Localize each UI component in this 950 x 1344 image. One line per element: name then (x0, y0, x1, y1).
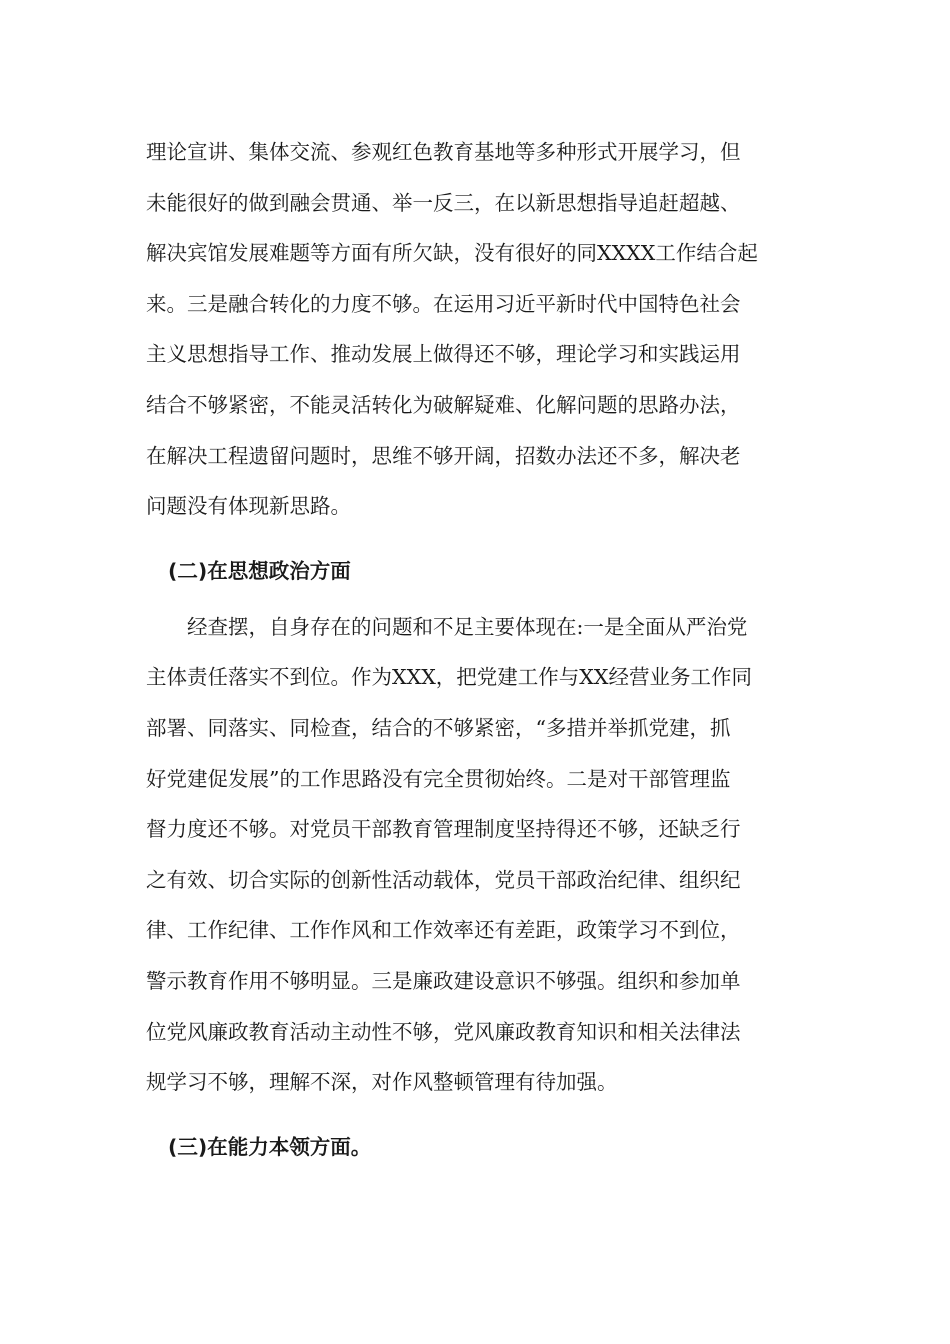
paragraph-line: 规学习不够，理解不深，对作风整顿管理有待加强。 (146, 1070, 618, 1095)
paragraph-line: 之有效、切合实际的创新性活动载体，党员干部政治纪律、组织纪 (146, 867, 741, 892)
paragraph-line: 问题没有体现新思路。 (146, 494, 351, 519)
paragraph-line: 理论宣讲、集体交流、参观红色教育基地等多种形式开展学习，但 (146, 140, 741, 164)
paragraph-line: 来。三是融合转化的力度不够。在运用习近平新时代中国特色社会 (146, 291, 741, 316)
paragraph-line: 结合不够紧密，不能灵活转化为破解疑难、化解问题的思路办法， (146, 392, 741, 417)
paragraph-line: 督力度还不够。对党员干部教育管理制度坚持得还不够，还缺乏行 (146, 817, 741, 842)
paragraph-line: 位党风廉政教育活动主动性不够，党风廉政教育知识和相关法律法 (146, 1019, 741, 1044)
paragraph-ideology-politics (146, 602, 806, 1108)
paragraph-line: 解决宾馆发展难题等方面有所欠缺，没有很好的同XXXX工作结合起 (146, 241, 758, 266)
paragraph-theory-study-continued (146, 127, 806, 532)
paragraph-line: 主义思想指导工作、推动发展上做得还不够，理论学习和实践运用 (146, 342, 741, 367)
paragraph-line-first: 经查摆，自身存在的问题和不足主要体现在:一是全面从严治党 (187, 614, 748, 639)
section-heading-ideology-politics: (二)在思想政治方面 (168, 558, 351, 583)
paragraph-line: 警示教育作用不够明显。三是廉政建设意识不够强。组织和参加单 (146, 968, 741, 993)
paragraph-line: 主体责任落实不到位。作为XXX，把党建工作与XX经营业务工作同 (146, 665, 752, 690)
section-heading-ability-skills: (三)在能力本领方面。 (168, 1134, 372, 1159)
paragraph-line: 律、工作纪律、工作作风和工作效率还有差距，政策学习不到位， (146, 918, 741, 943)
document-body (146, 127, 806, 1178)
paragraph-line: 未能很好的做到融会贯通、举一反三，在以新思想指导追赶超越、 (146, 190, 741, 215)
paragraph-line: 部署、同落实、同检查，结合的不够紧密，“多措并举抓党建，抓 (146, 715, 731, 740)
paragraph-line: 好党建促发展”的工作思路没有完全贯彻始终。二是对干部管理监 (146, 766, 731, 791)
paragraph-line: 在解决工程遗留问题时，思维不够开阔，招数办法还不多，解决老 (146, 443, 741, 468)
